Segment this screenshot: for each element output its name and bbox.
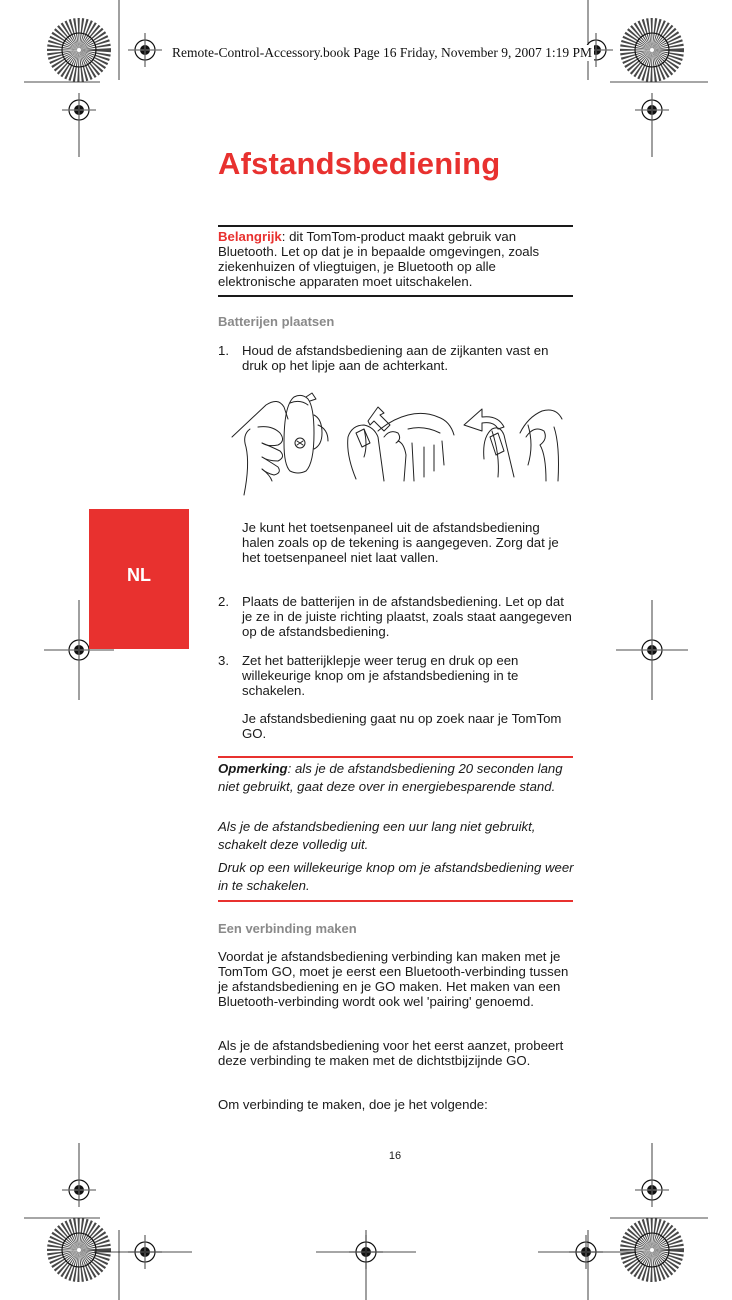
- note-divider: [218, 900, 573, 902]
- note-paragraph-3: Druk op een willekeurige knop om je afstandsbediening weer in te schakelen.: [218, 860, 574, 893]
- language-tab-label: NL: [127, 565, 151, 585]
- step-number: 1.: [218, 343, 229, 358]
- important-notice: [218, 229, 574, 289]
- section-heading-connection: Een verbinding maken: [218, 921, 357, 936]
- step-2: Plaats de batterijen in de afstandsbediening. Let op dat je ze in de juiste richting plaatst, zoals staat aangegeven op de afstandsbediening.: [242, 594, 572, 639]
- connection-paragraph-2: Als je de afstandsbediening voor het eerst aanzet, probeert deze verbinding te maken met de dichtstbijzijnde GO.: [218, 1038, 564, 1068]
- step-1-followup: Je kunt het toetsenpaneel uit de afstandsbediening halen zoals op de tekening is aangegeven. Zorg dat je het toetsenpaneel niet laat vallen.: [242, 520, 559, 565]
- divider: [218, 225, 573, 227]
- step-number: 2.: [218, 594, 229, 609]
- important-text: : dit TomTom-product maakt gebruik van Bluetooth. Let op dat je in bepaalde omgevingen, zoals ziekenhuizen of vliegtuigen, je Bluetooth op alle elektronische apparaten moet uitschakelen.: [218, 229, 540, 289]
- page-title: Afstandsbediening: [218, 146, 501, 181]
- note-divider: [218, 756, 573, 758]
- step-1: Houd de afstandsbediening aan de zijkanten vast en druk op het lipje aan de achterkant.: [242, 343, 549, 373]
- note-paragraph-2: Als je de afstandsbediening een uur lang niet gebruikt, schakelt deze volledig uit.: [218, 819, 536, 852]
- note-text: : als je de afstandsbediening 20 seconden lang niet gebruikt, gaat deze over in energiebesparende stand.: [218, 761, 563, 794]
- connection-paragraph-1: Voordat je afstandsbediening verbinding kan maken met je TomTom GO, moet je eerst een Bluetooth-verbinding tussen je afstandsbediening en je GO maken. Het maken van een Bluetooth-verbinding wordt ook wel 'pairing' genoemd.: [218, 949, 569, 1009]
- section-heading-batteries: Batterijen plaatsen: [218, 314, 335, 329]
- note-label: Opmerking: [218, 761, 288, 776]
- battery-illustration: [228, 385, 574, 500]
- thumb-pressing-tab: [348, 407, 454, 481]
- step-number: 3.: [218, 653, 229, 668]
- book-slug: Remote-Control-Accessory.book Page 16 Friday, November 9, 2007 1:19 PM: [172, 45, 593, 60]
- hand-holding-remote: [232, 393, 328, 495]
- important-label: Belangrijk: [218, 229, 282, 244]
- note-paragraph-1: [218, 760, 574, 796]
- removing-panel: [464, 409, 562, 481]
- divider: [218, 295, 573, 297]
- step-3-followup: Je afstandsbediening gaat nu op zoek naar je TomTom GO.: [242, 711, 562, 741]
- connection-paragraph-3: Om verbinding te maken, doe je het volgende:: [218, 1097, 488, 1112]
- step-3: Zet het batterijklepje weer terug en druk op een willekeurige knop om je afstandsbediening in te schakelen.: [242, 653, 519, 698]
- page-number: 16: [388, 1150, 402, 1162]
